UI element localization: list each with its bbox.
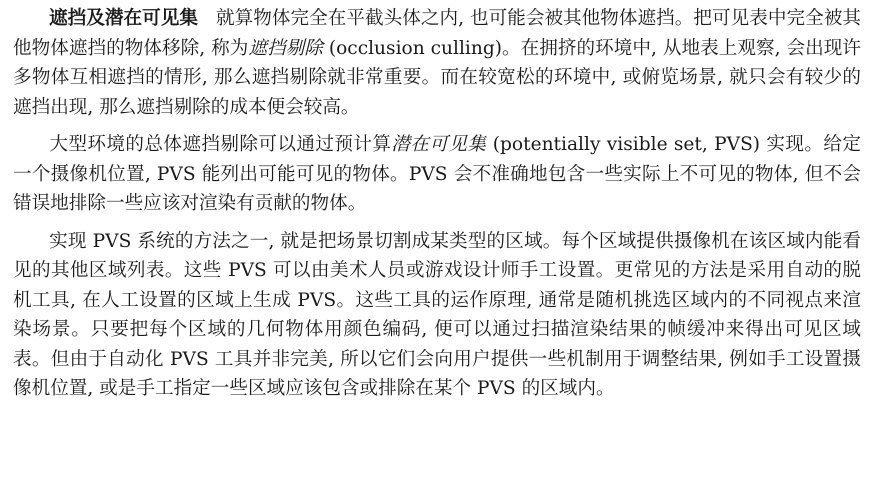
paragraph-pvs [13,130,861,219]
paragraph-text: 大型环境的总体遮挡剔除可以通过预计算 [49,134,392,155]
term-emphasis: 遮挡剔除 [248,37,323,59]
term-emphasis: 潜在可见集 [391,134,487,155]
paragraph-text: 就算物体完全在平截头体之内, 也可能会被其他物体遮挡。把可见表中完全被其他物体遮挡的物体移除, 称为 [13,8,861,59]
paragraph-text: (potentially visible set, PVS) 实现。给定一个摄像机位置, PVS 能列出可能可见的物体。PVS 会不准确地包含一些实际上不可见的物体, 但不会错误地排除一些应该对渲染有贡献的物体。 [13,134,861,214]
paragraph-text: 实现 PVS 系统的方法之一, 就是把场景切割成某类型的区域。每个区域提供摄像机在该区域内能看见的其他区域列表。这些 PVS 可以由美术人员或游戏设计师手工设置。更常见的方法是采用自动的脱机工具, 在人工设置的区域上生成 PVS。这些工具的运作原理, 通常是随机挑选区域内的不同视点来渲染场景。只要把每个区域的几何物体用颜色编码, 便可以通过扫描渲染结果的帧缓冲来得出可见区域表。但由于自动化 PVS 工具并非完美, 所以它们会向用户提供一些机制用于调整结果, 例如手工设置摄像机位置, 或是手工指定一些区域应该包含或排除在某个 PVS 的区域内。 [13,230,861,399]
paragraph-implementation [13,227,861,404]
paragraph-text: (occlusion culling)。在拥挤的环境中, 从地表上观察, 会出现许多物体互相遮挡的情形, 那么遮挡剔除就非常重要。而在较宽松的环境中, 或俯览场景, 就只会有较少的遮挡出现, 那么遮挡剔除的成本便会较高。 [13,37,861,118]
paragraph-occlusion [13,4,861,122]
section-heading: 遮挡及潜在可见集 [49,8,198,29]
